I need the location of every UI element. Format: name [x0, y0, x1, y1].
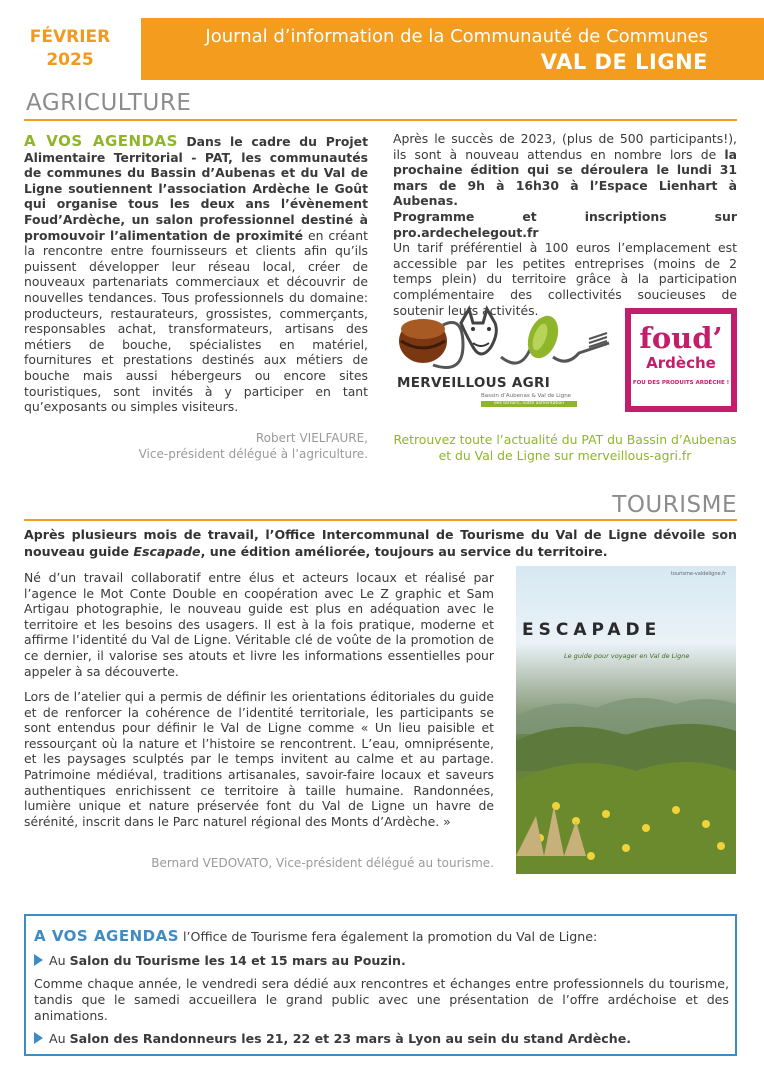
foud-ardeche-logo-sub: Ardèche	[646, 354, 716, 372]
agenda-paragraph: Comme chaque année, le vendredi sera dédié aux rencontres et échanges entre professionnels du tourisme, tandis que le samedi accueillera le grand public avec une présentation de l’offre ardéchoise et des animations.	[34, 976, 729, 1023]
tourisme-intro-b: , une édition améliorée, toujours au service du territoire.	[200, 544, 608, 559]
cover-title: ESCAPADE	[522, 620, 662, 640]
merveillous-agri-sub: Bassin d’Aubenas & Val de Ligne	[481, 393, 572, 399]
agenda-keyword: A VOS AGENDAS	[24, 132, 178, 150]
agriculture-program-link: Programme et inscriptions sur pro.ardechelegout.fr	[393, 208, 737, 240]
agriculture-sign-role: Vice-président délégué à l’agriculture.	[138, 447, 368, 461]
tourisme-intro-guide: Escapade	[133, 544, 201, 559]
agriculture-sign-name: Robert VIELFAURE,	[255, 431, 368, 445]
agenda-item-2-prefix: Au	[49, 1031, 70, 1046]
agenda-lead-line	[34, 928, 729, 945]
foud-ardeche-logo-text: foud’	[639, 321, 723, 355]
header-banner	[141, 18, 764, 80]
agenda-box	[24, 914, 737, 1056]
triangle-bullet-icon	[34, 954, 43, 966]
agriculture-signature	[24, 430, 368, 462]
issue-year: 2025	[46, 50, 94, 70]
agriculture-body: en créant la rencontre entre fournisseurs et clients afin qu’ils puissent développer leur réseau local, créer de nouveaux partenariats commerciaux et découvrir de nouvelles tendances. Tous professionnels du domaine: producteurs, restaurateurs, grossistes, commerçants, responsables achat, transformateurs, artisans des métiers de bouche, spécialistes en matériel, fournitures et prestations destinés aux métiers de bouche mais aussi hébergeurs ou encore sites touristiques, sont invités à y participer en tant qu’exposants ou simples visiteurs.	[24, 227, 368, 415]
agenda-lead: l’Office de Tourisme fera également la promotion du Val de Ligne:	[179, 929, 598, 944]
community-name: VAL DE LIGNE	[540, 50, 708, 74]
agriculture-right-p3: Un tarif préférentiel à 100 euros l’emplacement est accessible par les petites entreprises (moins de 2 temps plein) du territoire grâce à la participation complémentaire des collectivités soucieuses de soutenir leurs activités.	[393, 240, 737, 318]
agriculture-lead: Dans le cadre du Projet Alimentaire Territorial - PAT, les communautés de communes du Bassin d’Aubenas et du Val de Ligne soutiennent l’association Ardèche le Goût qui organise tous les deux ans l’évènement Foud’Ardèche, un salon professionnel destiné à promouvoir l’alimentation de proximité	[24, 134, 368, 243]
agenda-item-2-event: Salon des Randonneurs les 21, 22 et 23 mars à Lyon au sein du stand Ardèche.	[69, 1031, 632, 1046]
tourisme-title: TOURISME	[612, 492, 737, 518]
agenda-item-1-event: Salon du Tourisme les 14 et 15 mars au Pouzin.	[69, 953, 406, 968]
foud-ardeche-logo	[625, 308, 737, 412]
merveillous-agri-name: MERVEILLOUS AGRI	[397, 375, 551, 391]
cover-url: tourisme-valdeligne.fr	[670, 571, 726, 577]
agriculture-title: AGRICULTURE	[26, 90, 192, 116]
agenda-item-2	[34, 1030, 729, 1047]
foud-ardeche-logo-inner	[631, 314, 731, 406]
agriculture-right-p1: Après le succès de 2023, (plus de 500 participants!), ils sont à nouveau attendus en nombre lors de	[393, 131, 737, 162]
tourisme-p1: Né d’un travail collaboratif entre élus et acteurs locaux et réalisé par l’agence le Mot Conte Double en coopération avec Le Z graphic et Sam Artigau photographie, le nouveau guide est plus en adéquation avec le territoire et les besoins des usagers. Il est à la fois pratique, moderne et affirme l’identité du Val de Ligne. Véritable clé de voûte de la promotion de ce dernier, il valorise ses atouts et livre les informations essentielles pour appeler à sa découverte.	[24, 570, 494, 679]
agriculture-right-text	[393, 131, 737, 318]
merveillous-agri-icon	[393, 305, 611, 375]
agenda-item-1-prefix: Au	[49, 953, 70, 968]
issue-month: FÉVRIER	[29, 27, 111, 47]
tourisme-p2: Lors de l’atelier qui a permis de définir les orientations éditoriales du guide et de renforcer la cohérence de l’identité territoriale, les participants se sont entendus pour définir le Val de Ligne comme « Un lieu paisible et ressourçant où la nature et l’histoire se rencontrent. L’eau, omniprésente, et les paysages sculptés par le temps invitent au calme et au partage. Patrimoine médiéval, traditions artisanales, savoir-faire locaux et saveurs authentiques enrichissent ce territoire à taille humaine. Randonnées, lumière unique et nature préservée font du Val de Ligne un havre de sérénité, inscrit dans le Parc naturel régional des Monts d’Ardèche. »	[24, 689, 494, 829]
merveillous-agri-logo	[393, 305, 611, 411]
triangle-bullet-icon	[34, 1032, 43, 1044]
tourisme-intro	[24, 526, 737, 560]
landscape-illustration	[516, 566, 736, 874]
issue-date	[14, 26, 126, 72]
tourisme-intro-a: Après plusieurs mois de travail, l’Office Intercommunal de Tourisme du Val de Ligne dévoile son nouveau guide	[24, 527, 737, 559]
cover-subtitle: Le guide pour voyager en Val de Ligne	[564, 652, 690, 660]
merveillous-agri-tag: des terroirs, notre alimentation	[481, 401, 577, 407]
agriculture-event-date: la prochaine édition qui se déroulera le lundi 31 mars de 9h à 16h30 à l’Espace Lienhart à Aubenas.	[393, 146, 737, 209]
agriculture-left-text	[24, 134, 368, 415]
agriculture-rule	[24, 119, 737, 121]
foud-ardeche-logo-tag: FOU DES PRODUITS ARDÈCHE !	[632, 380, 730, 386]
tourisme-signature: Bernard VEDOVATO, Vice-président délégué au tourisme.	[151, 856, 494, 870]
agenda-box-keyword: A VOS AGENDAS	[34, 927, 180, 945]
agenda-item-1	[34, 952, 729, 969]
journal-line: Journal d’information de la Communauté de Communes	[205, 26, 708, 47]
tourisme-rule	[24, 519, 737, 521]
escapade-guide-cover	[516, 566, 736, 874]
pat-note: Retrouvez toute l’actualité du PAT du Bassin d’Aubenas et du Val de Ligne sur merveillous-agri.fr	[393, 432, 737, 463]
